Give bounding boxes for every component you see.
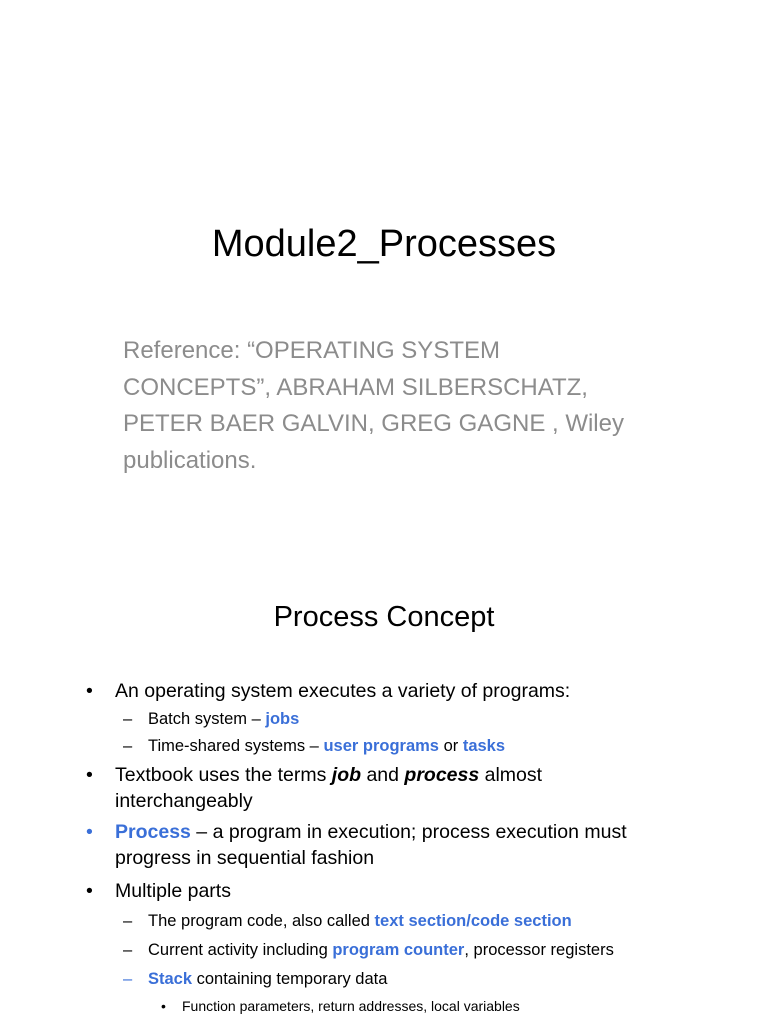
bullet-text: The program code, also called text section/code section <box>148 912 572 930</box>
dash-marker: – <box>123 970 133 988</box>
bullet-text: Time-shared systems – user programs or tasks <box>148 737 506 755</box>
highlight-term: user programs <box>323 737 439 755</box>
highlight-term: jobs <box>265 710 300 728</box>
dash-marker: – <box>123 737 133 755</box>
highlight-term: text section/code section <box>374 912 572 930</box>
highlight-term: Stack <box>148 970 193 988</box>
bullet-text: Current activity including program counter, processor registers <box>148 941 614 959</box>
emphasis-term: job <box>331 764 362 786</box>
emphasis-term: process <box>404 764 480 786</box>
bullet-text: An operating system executes a variety of programs: <box>115 680 571 702</box>
section-title: Process Concept <box>273 601 495 633</box>
bullet-marker: • <box>86 880 93 902</box>
bullet-marker: • <box>86 680 93 702</box>
reference-line: publications. <box>123 446 257 474</box>
highlight-term: tasks <box>462 737 506 755</box>
bullet-text: Stack containing temporary data <box>148 970 388 988</box>
dash-marker: – <box>123 912 133 930</box>
bullet-marker: • <box>161 998 166 1014</box>
reference-text <box>123 333 643 479</box>
bullet-text: Multiple parts <box>115 880 231 902</box>
highlight-term: program counter <box>332 941 465 959</box>
bullet-text: Process – a program in execution; process execution must progress in sequential fashion <box>115 821 627 869</box>
reference-line: Reference: “OPERATING SYSTEM <box>123 337 500 364</box>
bullet-marker: • <box>86 764 93 786</box>
reference-line: CONCEPTS”, ABRAHAM SILBERSCHATZ, <box>123 373 588 401</box>
highlight-term: Process <box>115 821 191 843</box>
bullet-text: Function parameters, return addresses, local variables <box>182 998 520 1014</box>
bullet-text: Batch system – jobs <box>148 710 300 728</box>
bullet-marker: • <box>86 821 93 843</box>
slide-title: Module2_Processes <box>211 223 557 265</box>
dash-marker: – <box>123 941 133 959</box>
dash-marker: – <box>123 710 133 728</box>
reference-line: PETER BAER GALVIN, GREG GAGNE , Wiley <box>123 410 624 437</box>
bullet-text: Textbook uses the terms job and process almost interchangeably <box>115 764 543 812</box>
